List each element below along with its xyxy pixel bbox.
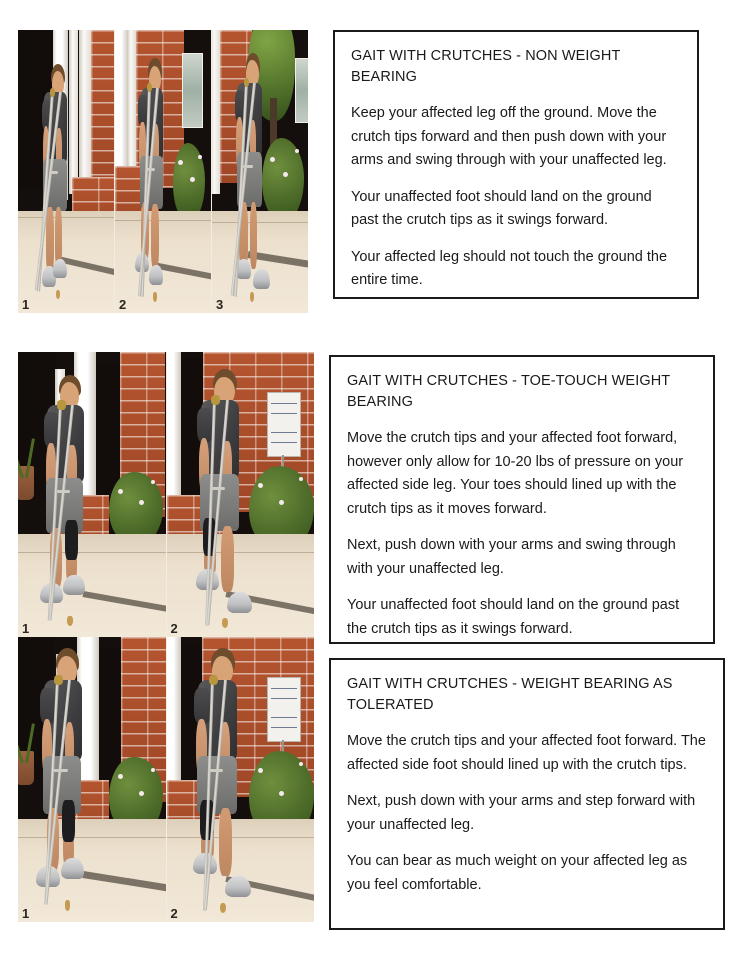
leg <box>221 526 234 593</box>
crutch-tip <box>65 900 71 910</box>
knee-brace <box>62 800 75 842</box>
instruction-paragraph: Next, push down with your arms and swing through with your unaffected leg. <box>347 537 676 577</box>
flower <box>151 480 155 484</box>
flower <box>198 155 202 159</box>
crutch-grip <box>243 165 253 168</box>
section-heading: GAIT WITH CRUTCHES - NON WEIGHT BEARING <box>351 48 621 85</box>
flower <box>139 791 144 796</box>
panel-number: 2 <box>119 297 127 312</box>
shoe <box>225 876 251 897</box>
crutch-grip <box>53 769 67 772</box>
person-figure <box>128 58 189 301</box>
photo-weight-bearing-as-tolerated <box>18 637 314 922</box>
panel-number: 1 <box>22 621 30 636</box>
instruction-paragraph: You can bear as much weight on your affected leg as you feel comfortable. <box>347 853 688 893</box>
crutch-tip <box>67 616 72 626</box>
person-figure <box>33 375 124 626</box>
leg <box>219 808 232 876</box>
crutch-underarm-pad <box>211 395 220 405</box>
shoe <box>61 858 84 879</box>
photo-toe-touch-weight-bearing <box>18 352 314 637</box>
shoe <box>253 269 269 289</box>
instruction-paragraph: Keep your affected leg off the ground. Move the crutch tips forward and then push down with your arms and swing through with your unaffected leg. <box>351 105 667 168</box>
panel-number: 1 <box>22 906 30 921</box>
crutch-underarm-pad <box>54 675 62 685</box>
crutch-grip <box>210 487 225 490</box>
knee-brace <box>65 520 78 560</box>
instruction-paragraph: Your affected leg should not touch the ground the entire time. <box>351 248 668 288</box>
photo-non-weight-bearing <box>18 30 308 313</box>
crutch-grip <box>57 490 71 493</box>
instruction-paragraph: Move the crutch tips and your affected foot forward, however only allow for 10-20 lbs of pressure on your affected side leg. Your toes should lined up with the crutch tips as it moves forward. <box>347 430 684 517</box>
leg <box>151 204 158 267</box>
panel-number: 2 <box>170 906 178 921</box>
instruction-paragraph: Move the crutch tips and your affected foot forward. The affected side foot should lined up with the crutch tips. <box>347 733 706 773</box>
crutch-grip <box>146 168 155 171</box>
photo-panel <box>18 352 167 637</box>
column-icon <box>212 30 220 194</box>
photo-panel <box>167 637 315 922</box>
photo-panel <box>18 637 167 922</box>
crutch-underarm-pad <box>57 400 65 410</box>
photo-panel <box>18 30 115 313</box>
panel-number: 2 <box>170 621 178 636</box>
instruction-paragraph: Your unaffected foot should land on the ground past the crutch tips as it swings forward. <box>351 188 652 228</box>
person-figure <box>33 64 93 302</box>
photo-panel <box>167 352 315 637</box>
crutch-grip <box>49 171 58 174</box>
shoe <box>227 592 252 613</box>
person-figure <box>225 53 288 302</box>
crutch-tip <box>56 290 60 300</box>
instruction-paragraph: Next, push down with your arms and step forward with your unaffected leg. <box>347 793 696 833</box>
person-figure <box>184 369 281 626</box>
photo-panel <box>115 30 212 313</box>
photo-panel <box>212 30 308 313</box>
instruction-box-toe-touch-weight-bearing <box>329 355 715 644</box>
shoe <box>53 259 67 278</box>
instruction-box-weight-bearing-as-tolerated <box>329 658 725 930</box>
crutch-underarm-pad <box>209 675 218 685</box>
section-heading: GAIT WITH CRUTCHES - TOE-TOUCH WEIGHT BEARING <box>347 373 670 410</box>
person-figure <box>181 648 281 910</box>
instruction-paragraph: Your unaffected foot should land on the ground past the crutch tips as it swings forward. <box>347 597 680 637</box>
leg <box>46 207 54 274</box>
leg <box>250 202 258 269</box>
instruction-box-non-weight-bearing <box>333 30 699 299</box>
panel-number: 1 <box>22 297 30 312</box>
shoe <box>63 575 85 595</box>
shoe <box>149 265 163 284</box>
crutch-grip <box>208 769 223 772</box>
flower <box>151 768 155 772</box>
section-heading: GAIT WITH CRUTCHES - WEIGHT BEARING AS TOLERATED <box>347 676 673 713</box>
flower <box>295 149 299 153</box>
window <box>295 58 308 122</box>
person-figure <box>30 648 124 910</box>
crutch-tip <box>153 292 157 302</box>
panel-number: 3 <box>216 297 224 312</box>
crutch-tip <box>250 292 254 302</box>
